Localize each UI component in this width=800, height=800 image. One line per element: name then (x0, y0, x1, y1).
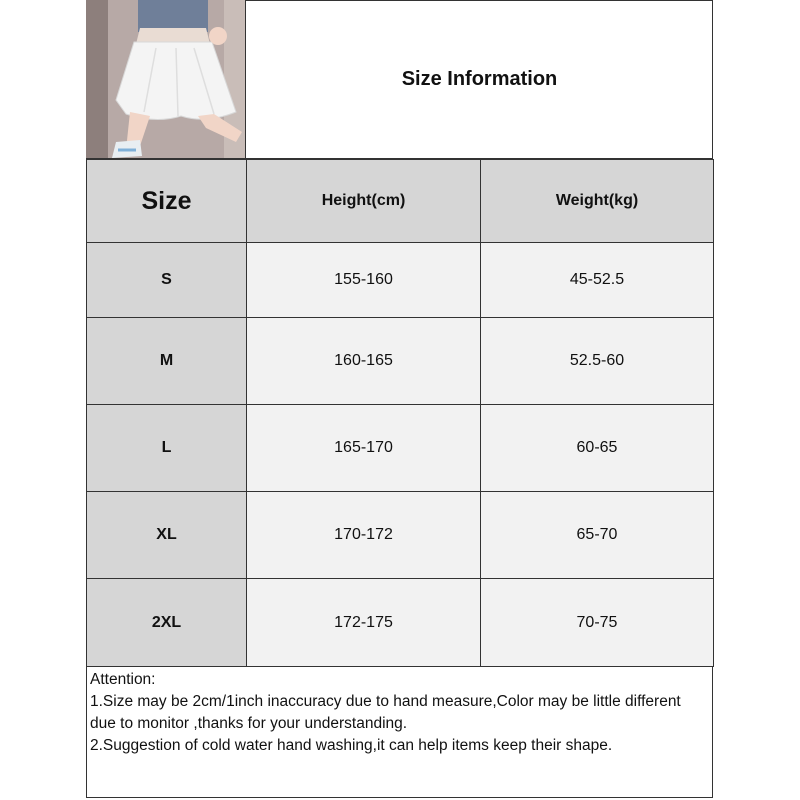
height-cell: 170-172 (247, 492, 481, 579)
weight-cell: 70-75 (481, 579, 714, 667)
product-photo (86, 0, 246, 159)
page-title: Size Information (246, 0, 713, 159)
attention-notes (86, 666, 713, 798)
size-cell: L (87, 405, 247, 492)
table-row (87, 243, 714, 318)
column-header-weight: Weight(kg) (481, 160, 714, 243)
column-header-size: Size (87, 160, 247, 243)
column-header-height: Height(cm) (247, 160, 481, 243)
size-cell: XL (87, 492, 247, 579)
size-cell: M (87, 318, 247, 405)
table-header-row (87, 160, 714, 243)
table-row (87, 318, 714, 405)
weight-cell: 45-52.5 (481, 243, 714, 318)
table-row (87, 579, 714, 667)
weight-cell: 52.5-60 (481, 318, 714, 405)
height-cell: 172-175 (247, 579, 481, 667)
size-cell: S (87, 243, 247, 318)
size-cell: 2XL (87, 579, 247, 667)
table-row (87, 405, 714, 492)
size-table (86, 159, 714, 667)
notes-heading: Attention: (90, 671, 156, 688)
notes-line-1: 1.Size may be 2cm/1inch inaccuracy due to hand measure,Color may be little different due to monitor ,thanks for your understanding. (90, 693, 681, 732)
table-row (87, 492, 714, 579)
notes-line-2: 2.Suggestion of cold water hand washing,it can help items keep their shape. (90, 737, 613, 754)
skirt-photo-icon (86, 0, 246, 159)
height-cell: 155-160 (247, 243, 481, 318)
height-cell: 160-165 (247, 318, 481, 405)
height-cell: 165-170 (247, 405, 481, 492)
weight-cell: 65-70 (481, 492, 714, 579)
weight-cell: 60-65 (481, 405, 714, 492)
